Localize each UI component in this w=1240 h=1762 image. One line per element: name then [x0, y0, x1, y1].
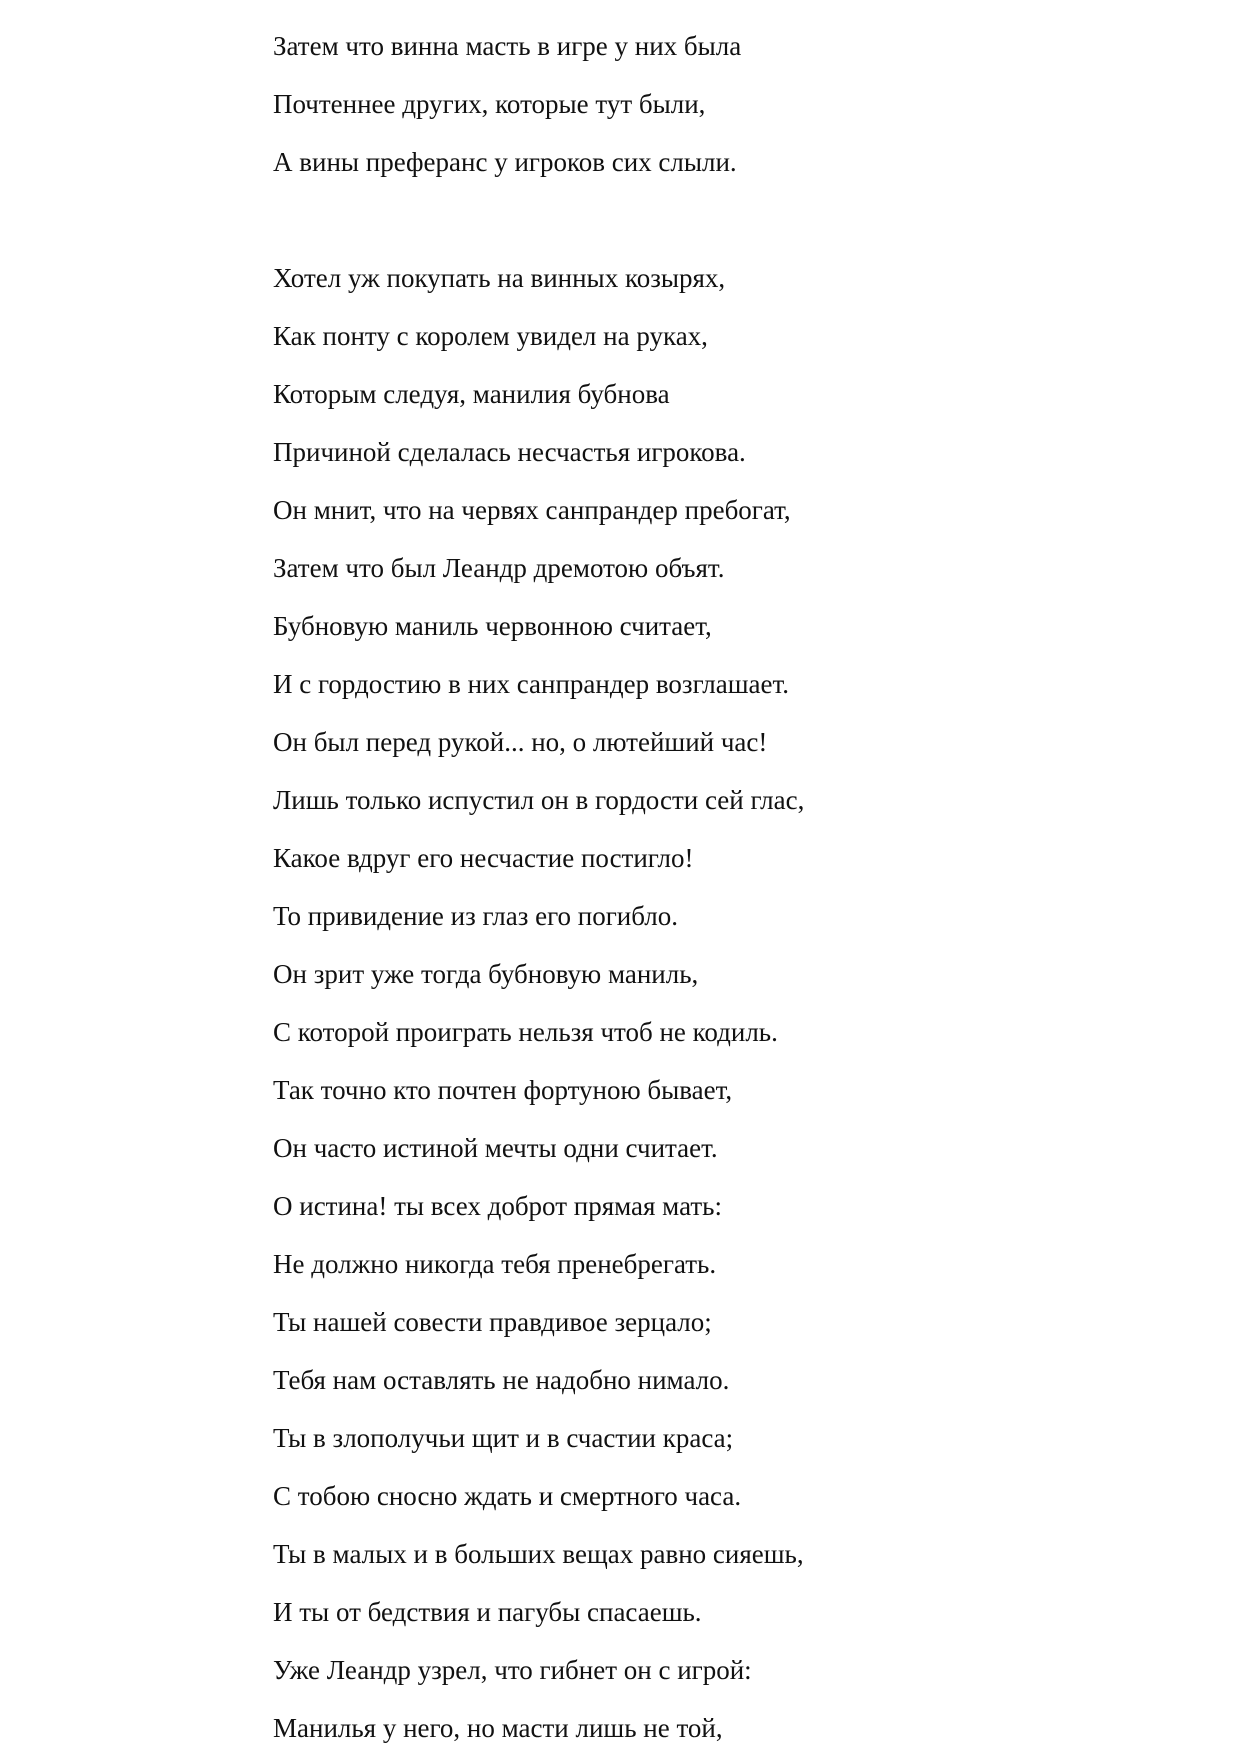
poem-line: Он был перед рукой... но, о лютейший час!	[273, 727, 768, 757]
poem-line: Которым следуя, манилия бубнова	[273, 379, 670, 409]
poem-line: Хотел уж покупать на винных козырях,	[273, 263, 726, 293]
poem-line: Он мнит, что на червях санпрандер пребогат,	[273, 495, 791, 525]
poem-line: Лишь только испустил он в гордости сей глас,	[273, 785, 805, 815]
poem-line: Ты в малых и в больших вещах равно сияешь,	[273, 1539, 804, 1569]
poem-line: Уже Леандр узрел, что гибнет он с игрой:	[273, 1655, 752, 1685]
poem-line: Какое вдруг его несчастие постигло!	[273, 843, 694, 873]
poem-line: Бубновую маниль червонною считает,	[273, 611, 712, 641]
poem-line: Затем что был Леандр дремотою объят.	[273, 553, 725, 583]
stanza-1	[273, 22, 1173, 196]
poem-text	[273, 22, 1173, 1762]
poem-line: Ты в злополучьи щит и в счастии краса;	[273, 1423, 734, 1453]
poem-line: Он зрит уже тогда бубновую маниль,	[273, 959, 699, 989]
poem-line: Так точно кто почтен фортуною бывает,	[273, 1075, 733, 1105]
poem-line: И ты от бедствия и пагубы спасаешь.	[273, 1597, 702, 1627]
poem-line: Как понту с королем увидел на руках,	[273, 321, 708, 351]
stanza-2	[273, 254, 1173, 1762]
poem-line: С которой проиграть нельзя чтоб не кодиль.	[273, 1017, 778, 1047]
poem-line: То привидение из глаз его погибло.	[273, 901, 678, 931]
poem-line: Тебя нам оставлять не надобно нимало.	[273, 1365, 730, 1395]
poem-line: Причиной сделалась несчастья игрокова.	[273, 437, 746, 467]
poem-line: Ты нашей совести правдивое зерцало;	[273, 1307, 712, 1337]
poem-line: Затем что винна масть в игре у них была	[273, 31, 742, 61]
poem-line: С тобою сносно ждать и смертного часа.	[273, 1481, 742, 1511]
poem-line: О истина! ты всех доброт прямая мать:	[273, 1191, 722, 1221]
poem-line: Не должно никогда тебя пренебрегать.	[273, 1249, 717, 1279]
poem-line: Манилья у него, но масти лишь не той,	[273, 1713, 723, 1743]
poem-line: Почтеннее других, которые тут были,	[273, 89, 706, 119]
poem-line: А вины преферанс у игроков сих слыли.	[273, 147, 737, 177]
poem-line: Он часто истиной мечты одни считает.	[273, 1133, 718, 1163]
stanza-separator	[273, 196, 1173, 254]
poem-line: И с гордостию в них санпрандер возглашает.	[273, 669, 790, 699]
